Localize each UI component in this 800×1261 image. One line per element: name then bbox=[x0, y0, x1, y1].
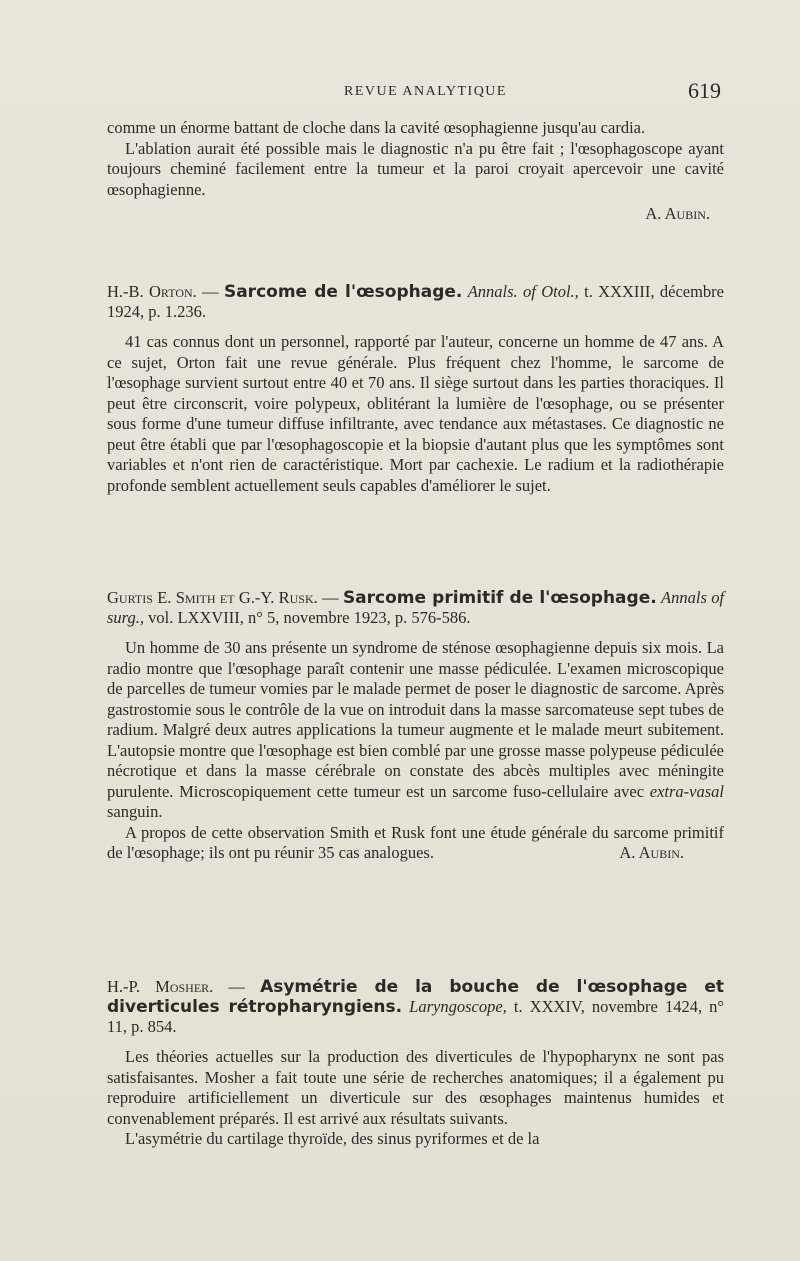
reference-author: Gurtis E. Smith et G.-Y. Rusk. bbox=[107, 588, 318, 607]
paragraph: L'asymétrie du cartilage thyroïde, des sinus pyriformes et de la bbox=[125, 1129, 540, 1148]
reference-dash: — bbox=[213, 977, 261, 996]
paragraph: Les théories actuelles sur la production des diverticules de l'hypopharynx ne sont pas satisfaisantes. Mosher a fait toute une série de recherches anatomiques; il a également pu reproduire artificiellement un diverticule sur des œsophages maintenus humides et convenablement préparés. Il est arrivé aux résultats suivants. bbox=[107, 1047, 724, 1128]
article-aubin-continuation bbox=[107, 118, 724, 225]
reference-details: t. XXXIV, novembre 1424, n° 11, p. 854. bbox=[107, 997, 724, 1036]
italic-term: extra-vasal bbox=[649, 781, 724, 801]
reference-dash: — bbox=[196, 282, 224, 301]
paragraph: comme un énorme battant de cloche dans la cavité œsophagienne jusqu'au cardia. bbox=[107, 118, 646, 137]
paragraph: L'ablation aurait été possible mais le diagnostic n'a pu être fait ; l'œsophagoscope ayant toujours cheminé facilement entre la tumeur et la paroi croyait apercevoir une cavité œsophagienne. bbox=[107, 138, 724, 199]
reference-heading bbox=[107, 282, 724, 322]
page-header bbox=[0, 78, 800, 102]
reference-heading bbox=[107, 588, 724, 628]
reference-author: H.-B. Orton. bbox=[107, 282, 197, 301]
paragraph: Un homme de 30 ans présente un syndrome de sténose œsophagienne depuis six mois. La radio montre que l'œsophage paraît contenir une masse pédiculée. L'examen microscopique de parcelles de tumeur vomies par le malade permet de poser le diagnostic de sarcome. Après gastrostomie sous le contrôle de la vue on introduit dans la masse sarcomateuse sept tubes de radium. Malgré deux autres applications la tumeur augmente et le malade meurt subitement. L'autopsie montre que l'œsophage est bien comblé par une grosse masse polypeuse pédiculée nécrotique et dans la masse cérébrale on constate des abcès multiples avec méningite purulente. Microscopiquement cette tumeur est un sarcome fuso-cellulaire avec extra-vasal sanguin. bbox=[107, 638, 724, 821]
reference-author: H.-P. Mosher. bbox=[107, 977, 214, 996]
signature: A. Aubin. bbox=[645, 204, 710, 223]
reference-details: t. XXXIII, décembre 1924, p. 1.236. bbox=[107, 282, 724, 321]
article-smith-rusk bbox=[107, 588, 724, 864]
paragraph: A propos de cette observation Smith et Rusk font une étude générale du sarcome primitif de l'œsophage; ils ont pu réunir 35 cas analogues. A. Aubin. bbox=[107, 822, 724, 862]
reference-journal: Laryngoscope, bbox=[409, 997, 507, 1016]
reference-title: Sarcome de l'œsophage. bbox=[223, 282, 463, 302]
article-mosher bbox=[107, 977, 724, 1150]
reference-journal: Annals. of Otol., bbox=[467, 282, 579, 301]
page-number: 619 bbox=[688, 78, 721, 103]
paragraph: 41 cas connus dont un personnel, rapporté par l'auteur, concerne un homme de 47 ans. A ce sujet, Orton fait une revue générale. Plus fréquent chez l'homme, le sarcome de l'œsophage survient surtout entre 40 et 70 ans. Il siège surtout dans les parties thoraciques. Il peut être circonscrit, voire polypeux, oblitérant la lumière de l'œsophage, ou se présenter sous forme d'une tumeur diffuse infiltrante, avec tendance aux métastases. Ce diagnostic ne peut être établi que par l'œsophagoscopie et la biopsie d'autant plus que les symptômes sont variables et n'ont rien de caractéristique. Mort par cachexie. Le radium et la radiothérapie profonde semblent actuellement seuls capables d'améliorer le sujet. bbox=[107, 332, 724, 495]
reference-details: vol. LXXVIII, n° 5, novembre 1923, p. 576-586. bbox=[148, 608, 471, 627]
reference-journal: Annals of surg., bbox=[107, 588, 725, 627]
signature: A. Aubin. bbox=[619, 843, 684, 862]
article-orton bbox=[107, 282, 724, 496]
reference-heading bbox=[107, 977, 724, 1037]
reference-title: Sarcome primitif de l'œsophage. bbox=[342, 588, 657, 608]
running-title: REVUE ANALYTIQUE bbox=[344, 84, 507, 99]
reference-dash: — bbox=[317, 588, 343, 607]
reference-title: Asymétrie de la bouche de l'œsophage et diverticules rétropharyngiens. bbox=[107, 977, 724, 1017]
